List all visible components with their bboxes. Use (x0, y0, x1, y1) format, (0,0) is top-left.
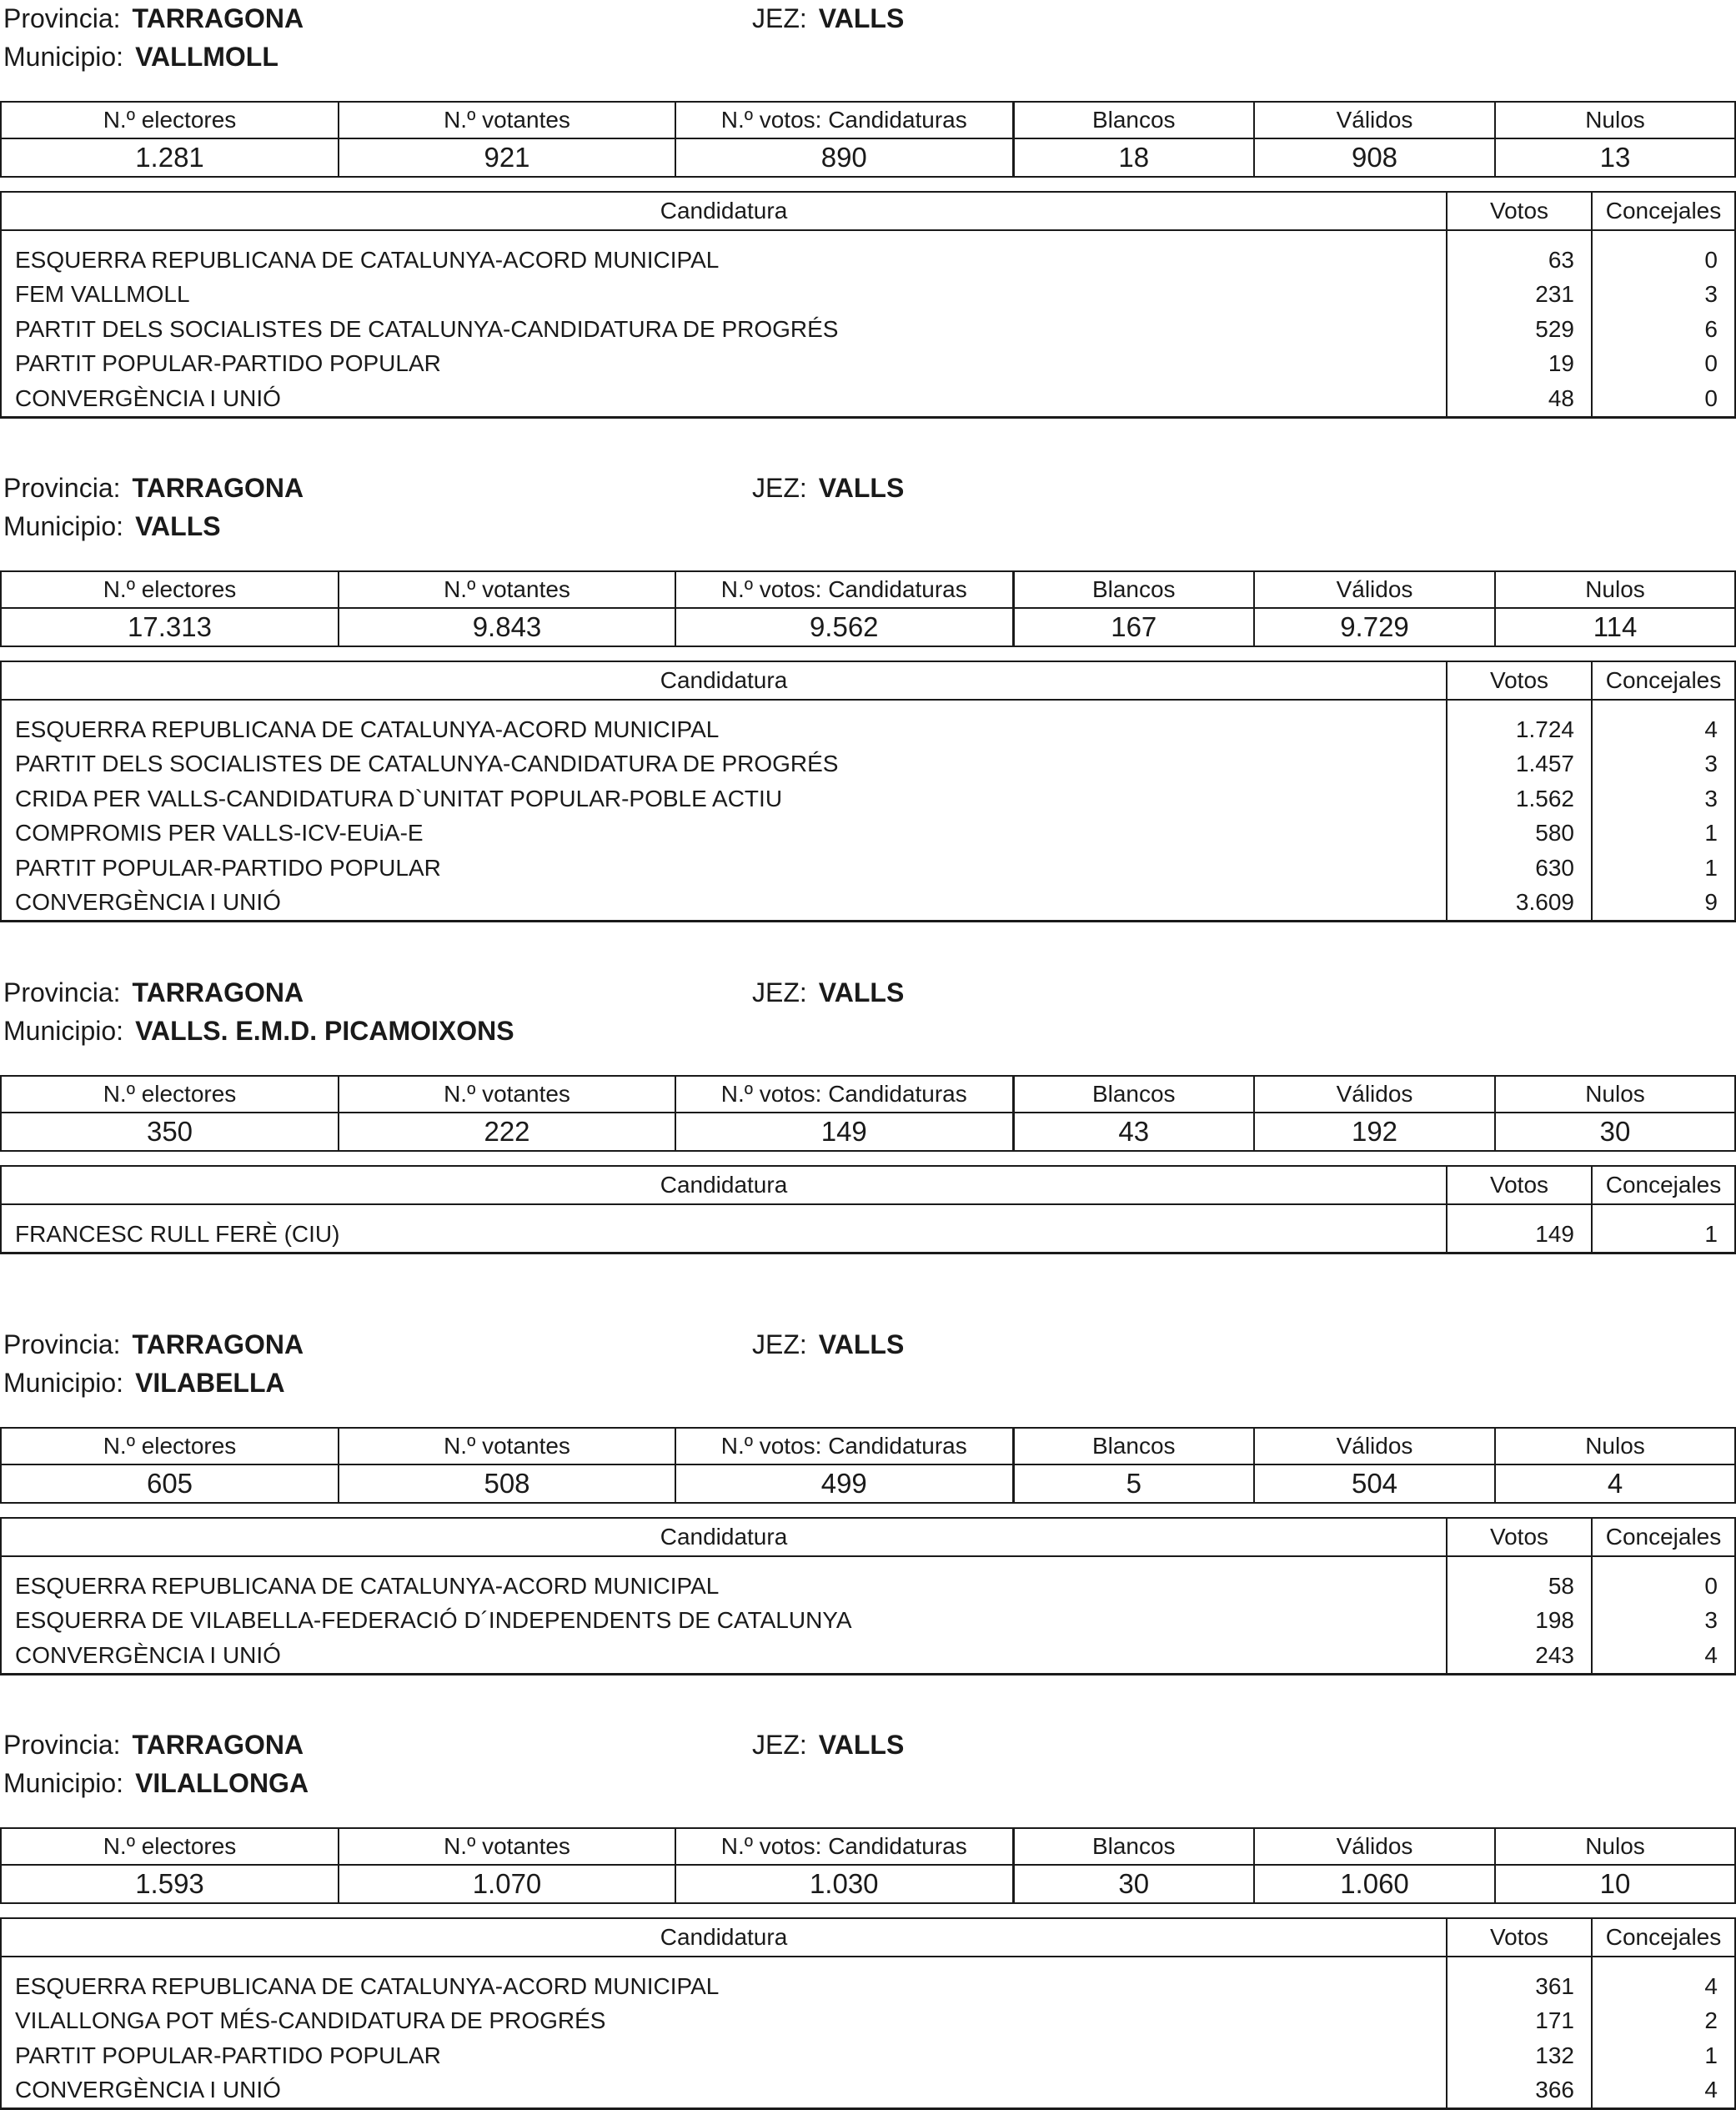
candidatura-votos: 48 (1447, 381, 1592, 417)
concejales-header: Concejales (1592, 1518, 1735, 1556)
blancos-value: 5 (1013, 1464, 1254, 1503)
blancos-value: 43 (1013, 1113, 1254, 1151)
candidatura-concejales: 1 (1592, 1217, 1735, 1253)
candidatura-header: Candidatura (1, 661, 1447, 700)
jez-label: JEZ: (752, 473, 807, 503)
nulos-value: 13 (1495, 138, 1735, 177)
stats-value-row (1, 1865, 1735, 1903)
candidatura-votos: 3.609 (1447, 886, 1592, 922)
nulos-header: Nulos (1495, 1428, 1735, 1464)
candidatura-votos: 1.724 (1447, 712, 1592, 747)
validos-value: 908 (1254, 138, 1495, 177)
provincia-line (3, 1328, 304, 1361)
electores-value: 350 (1, 1113, 339, 1151)
candidatura-concejales: 0 (1592, 243, 1735, 278)
votos-candidaturas-header: N.º votos: Candidaturas (675, 1828, 1013, 1865)
candidatura-name: PARTIT POPULAR-PARTIDO POPULAR (1, 2038, 1447, 2073)
candidaturas-header-row (1, 192, 1735, 230)
candidatura-votos: 58 (1447, 1569, 1592, 1604)
municipio-line (3, 1766, 309, 1800)
candidatura-votos: 171 (1447, 2004, 1592, 2039)
candidatura-header: Candidatura (1, 1918, 1447, 1957)
votos-header: Votos (1447, 1518, 1592, 1556)
blancos-header: Blancos (1013, 571, 1254, 608)
candidatura-concejales: 4 (1592, 2073, 1735, 2109)
provincia-label: Provincia: (3, 1329, 121, 1359)
provincia-value: TARRAGONA (132, 3, 304, 33)
candidatura-concejales: 4 (1592, 1638, 1735, 1674)
jez-value: VALLS (818, 473, 905, 503)
stats-table (0, 101, 1736, 178)
electores-value: 605 (1, 1464, 339, 1503)
validos-header: Válidos (1254, 1428, 1495, 1464)
candidaturas-table (0, 661, 1736, 922)
candidatura-votos: 1.457 (1447, 747, 1592, 782)
validos-value: 504 (1254, 1464, 1495, 1503)
jez-line (752, 2, 904, 35)
electores-value: 17.313 (1, 608, 339, 646)
candidatura-concejales: 1 (1592, 2038, 1735, 2073)
candidatura-row (1, 1969, 1735, 2004)
candidatura-name: CONVERGÈNCIA I UNIÓ (1, 381, 1447, 417)
candidatura-votos: 149 (1447, 1217, 1592, 1253)
candidatura-row (1, 781, 1735, 816)
jez-value: VALLS (818, 3, 905, 33)
municipio-line (3, 1366, 285, 1399)
candidatura-name: ESQUERRA REPUBLICANA DE CATALUNYA-ACORD MUNICIPAL (1, 1969, 1447, 2004)
table-spacer (1, 1204, 1735, 1217)
candidatura-row (1, 2004, 1735, 2039)
provincia-label: Provincia: (3, 977, 121, 1007)
candidatura-name: COMPROMIS PER VALLS-ICV-EUiA-E (1, 816, 1447, 852)
votos-candidaturas-value: 149 (675, 1113, 1013, 1151)
candidatura-name: FEM VALLMOLL (1, 278, 1447, 313)
nulos-value: 10 (1495, 1865, 1735, 1903)
stats-header-row (1, 1428, 1735, 1464)
validos-header: Válidos (1254, 1828, 1495, 1865)
stats-header-row (1, 1076, 1735, 1113)
votos-candidaturas-value: 9.562 (675, 608, 1013, 646)
validos-value: 192 (1254, 1113, 1495, 1151)
municipio-line (3, 1014, 514, 1047)
candidaturas-header-row (1, 1166, 1735, 1204)
candidaturas-header-row (1, 1518, 1735, 1556)
candidatura-name: ESQUERRA REPUBLICANA DE CATALUNYA-ACORD MUNICIPAL (1, 243, 1447, 278)
candidatura-name: ESQUERRA REPUBLICANA DE CATALUNYA-ACORD MUNICIPAL (1, 712, 1447, 747)
concejales-header: Concejales (1592, 192, 1735, 230)
stats-header-row (1, 102, 1735, 138)
concejales-header: Concejales (1592, 1166, 1735, 1204)
concejales-header: Concejales (1592, 1918, 1735, 1957)
jez-line (752, 976, 904, 1009)
votos-candidaturas-header: N.º votos: Candidaturas (675, 1428, 1013, 1464)
candidatura-row (1, 1604, 1735, 1639)
candidatura-votos: 366 (1447, 2073, 1592, 2109)
candidatura-row (1, 2073, 1735, 2109)
nulos-value: 30 (1495, 1113, 1735, 1151)
electores-header: N.º electores (1, 102, 339, 138)
provincia-line (3, 976, 304, 1009)
candidatura-votos: 243 (1447, 1638, 1592, 1674)
candidatura-row (1, 747, 1735, 782)
candidatura-header: Candidatura (1, 192, 1447, 230)
votantes-value: 9.843 (339, 608, 675, 646)
votantes-header: N.º votantes (339, 1828, 675, 1865)
provincia-value: TARRAGONA (132, 977, 304, 1007)
blancos-header: Blancos (1013, 102, 1254, 138)
candidatura-concejales: 0 (1592, 381, 1735, 417)
candidatura-concejales: 4 (1592, 1969, 1735, 2004)
stats-table (0, 1075, 1736, 1152)
votos-candidaturas-value: 1.030 (675, 1865, 1013, 1903)
municipio-value: VALLS. E.M.D. PICAMOIXONS (135, 1016, 514, 1046)
jez-label: JEZ: (752, 977, 807, 1007)
municipio-label: Municipio: (3, 1368, 124, 1398)
electores-header: N.º electores (1, 1828, 339, 1865)
votantes-value: 921 (339, 138, 675, 177)
jez-label: JEZ: (752, 1329, 807, 1359)
municipio-value: VALLS (135, 511, 221, 541)
candidatura-row (1, 2038, 1735, 2073)
candidatura-name: CONVERGÈNCIA I UNIÓ (1, 886, 1447, 922)
municipio-line (3, 40, 278, 73)
table-spacer (1, 1957, 1735, 1969)
votantes-header: N.º votantes (339, 102, 675, 138)
jez-value: VALLS (818, 977, 905, 1007)
candidatura-votos: 231 (1447, 278, 1592, 313)
stats-header-row (1, 571, 1735, 608)
candidatura-concejales: 6 (1592, 312, 1735, 347)
blancos-value: 167 (1013, 608, 1254, 646)
candidatura-votos: 198 (1447, 1604, 1592, 1639)
votos-header: Votos (1447, 661, 1592, 700)
candidaturas-header-row (1, 1918, 1735, 1957)
candidaturas-header-row (1, 661, 1735, 700)
candidatura-votos: 1.562 (1447, 781, 1592, 816)
jez-label: JEZ: (752, 3, 807, 33)
candidaturas-table (0, 1917, 1736, 2110)
jez-line (752, 471, 904, 505)
candidatura-concejales: 4 (1592, 712, 1735, 747)
provincia-line (3, 2, 304, 35)
votantes-value: 222 (339, 1113, 675, 1151)
votos-header: Votos (1447, 192, 1592, 230)
validos-value: 9.729 (1254, 608, 1495, 646)
municipio-label: Municipio: (3, 42, 124, 72)
nulos-header: Nulos (1495, 102, 1735, 138)
blancos-header: Blancos (1013, 1828, 1254, 1865)
stats-value-row (1, 138, 1735, 177)
provincia-label: Provincia: (3, 1730, 121, 1760)
stats-value-row (1, 1464, 1735, 1503)
candidatura-concejales: 0 (1592, 347, 1735, 382)
candidatura-concejales: 1 (1592, 816, 1735, 852)
votantes-header: N.º votantes (339, 1428, 675, 1464)
candidatura-row (1, 886, 1735, 922)
candidatura-votos: 630 (1447, 851, 1592, 886)
votantes-header: N.º votantes (339, 1076, 675, 1113)
votos-candidaturas-header: N.º votos: Candidaturas (675, 102, 1013, 138)
candidatura-votos: 63 (1447, 243, 1592, 278)
votantes-value: 1.070 (339, 1865, 675, 1903)
candidatura-name: FRANCESC RULL FERÈ (CIU) (1, 1217, 1447, 1253)
municipio-label: Municipio: (3, 1016, 124, 1046)
candidatura-concejales: 0 (1592, 1569, 1735, 1604)
votos-candidaturas-value: 499 (675, 1464, 1013, 1503)
concejales-header: Concejales (1592, 661, 1735, 700)
electores-value: 1.281 (1, 138, 339, 177)
candidatura-votos: 529 (1447, 312, 1592, 347)
municipio-label: Municipio: (3, 511, 124, 541)
provincia-value: TARRAGONA (132, 1329, 304, 1359)
candidatura-votos: 580 (1447, 816, 1592, 852)
votos-candidaturas-header: N.º votos: Candidaturas (675, 571, 1013, 608)
candidatura-row (1, 381, 1735, 417)
provincia-value: TARRAGONA (132, 473, 304, 503)
jez-value: VALLS (818, 1730, 905, 1760)
candidatura-row (1, 1217, 1735, 1253)
candidaturas-table (0, 191, 1736, 419)
provincia-label: Provincia: (3, 473, 121, 503)
provincia-value: TARRAGONA (132, 1730, 304, 1760)
votantes-header: N.º votantes (339, 571, 675, 608)
candidatura-name: VILALLONGA POT MÉS-CANDIDATURA DE PROGRÉS (1, 2004, 1447, 2039)
stats-table (0, 570, 1736, 647)
nulos-header: Nulos (1495, 1076, 1735, 1113)
provincia-label: Provincia: (3, 3, 121, 33)
candidatura-concejales: 3 (1592, 747, 1735, 782)
validos-header: Válidos (1254, 102, 1495, 138)
municipio-line (3, 510, 221, 543)
candidaturas-table (0, 1517, 1736, 1675)
nulos-header: Nulos (1495, 571, 1735, 608)
blancos-header: Blancos (1013, 1076, 1254, 1113)
table-spacer (1, 700, 1735, 712)
candidatura-name: CRIDA PER VALLS-CANDIDATURA D`UNITAT POPULAR-POBLE ACTIU (1, 781, 1447, 816)
stats-table (0, 1427, 1736, 1504)
votantes-value: 508 (339, 1464, 675, 1503)
stats-header-row (1, 1828, 1735, 1865)
municipio-value: VALLMOLL (135, 42, 278, 72)
validos-header: Válidos (1254, 571, 1495, 608)
candidatura-name: ESQUERRA REPUBLICANA DE CATALUNYA-ACORD MUNICIPAL (1, 1569, 1447, 1604)
validos-header: Válidos (1254, 1076, 1495, 1113)
jez-line (752, 1328, 904, 1361)
candidatura-name: ESQUERRA DE VILABELLA-FEDERACIÓ D´INDEPENDENTS DE CATALUNYA (1, 1604, 1447, 1639)
candidatura-row (1, 1569, 1735, 1604)
electores-value: 1.593 (1, 1865, 339, 1903)
stats-value-row (1, 1113, 1735, 1151)
candidatura-concejales: 1 (1592, 851, 1735, 886)
candidatura-votos: 132 (1447, 2038, 1592, 2073)
candidatura-votos: 19 (1447, 347, 1592, 382)
jez-line (752, 1728, 904, 1761)
municipio-value: VILABELLA (135, 1368, 285, 1398)
nulos-value: 114 (1495, 608, 1735, 646)
electores-header: N.º electores (1, 1428, 339, 1464)
blancos-value: 18 (1013, 138, 1254, 177)
jez-value: VALLS (818, 1329, 905, 1359)
candidaturas-table (0, 1165, 1736, 1254)
candidatura-row (1, 243, 1735, 278)
candidatura-concejales: 3 (1592, 278, 1735, 313)
candidatura-row (1, 712, 1735, 747)
nulos-header: Nulos (1495, 1828, 1735, 1865)
candidatura-header: Candidatura (1, 1166, 1447, 1204)
stats-value-row (1, 608, 1735, 646)
votos-candidaturas-header: N.º votos: Candidaturas (675, 1076, 1013, 1113)
candidatura-row (1, 347, 1735, 382)
votos-header: Votos (1447, 1918, 1592, 1957)
table-spacer (1, 1556, 1735, 1569)
candidatura-votos: 361 (1447, 1969, 1592, 2004)
electores-header: N.º electores (1, 571, 339, 608)
candidatura-name: CONVERGÈNCIA I UNIÓ (1, 2073, 1447, 2109)
jez-label: JEZ: (752, 1730, 807, 1760)
candidatura-name: PARTIT DELS SOCIALISTES DE CATALUNYA-CANDIDATURA DE PROGRÉS (1, 747, 1447, 782)
electores-header: N.º electores (1, 1076, 339, 1113)
blancos-value: 30 (1013, 1865, 1254, 1903)
table-spacer (1, 230, 1735, 243)
nulos-value: 4 (1495, 1464, 1735, 1503)
candidatura-concejales: 3 (1592, 781, 1735, 816)
candidatura-row (1, 851, 1735, 886)
validos-value: 1.060 (1254, 1865, 1495, 1903)
candidatura-header: Candidatura (1, 1518, 1447, 1556)
municipio-value: VILALLONGA (135, 1768, 309, 1798)
candidatura-concejales: 9 (1592, 886, 1735, 922)
candidatura-row (1, 816, 1735, 852)
provincia-line (3, 1728, 304, 1761)
candidatura-name: PARTIT POPULAR-PARTIDO POPULAR (1, 347, 1447, 382)
votos-candidaturas-value: 890 (675, 138, 1013, 177)
candidatura-concejales: 3 (1592, 1604, 1735, 1639)
candidatura-name: CONVERGÈNCIA I UNIÓ (1, 1638, 1447, 1674)
provincia-line (3, 471, 304, 505)
candidatura-name: PARTIT POPULAR-PARTIDO POPULAR (1, 851, 1447, 886)
blancos-header: Blancos (1013, 1428, 1254, 1464)
municipio-label: Municipio: (3, 1768, 124, 1798)
stats-table (0, 1827, 1736, 1904)
candidatura-concejales: 2 (1592, 2004, 1735, 2039)
candidatura-row (1, 312, 1735, 347)
votos-header: Votos (1447, 1166, 1592, 1204)
candidatura-row (1, 278, 1735, 313)
candidatura-name: PARTIT DELS SOCIALISTES DE CATALUNYA-CANDIDATURA DE PROGRÉS (1, 312, 1447, 347)
candidatura-row (1, 1638, 1735, 1674)
